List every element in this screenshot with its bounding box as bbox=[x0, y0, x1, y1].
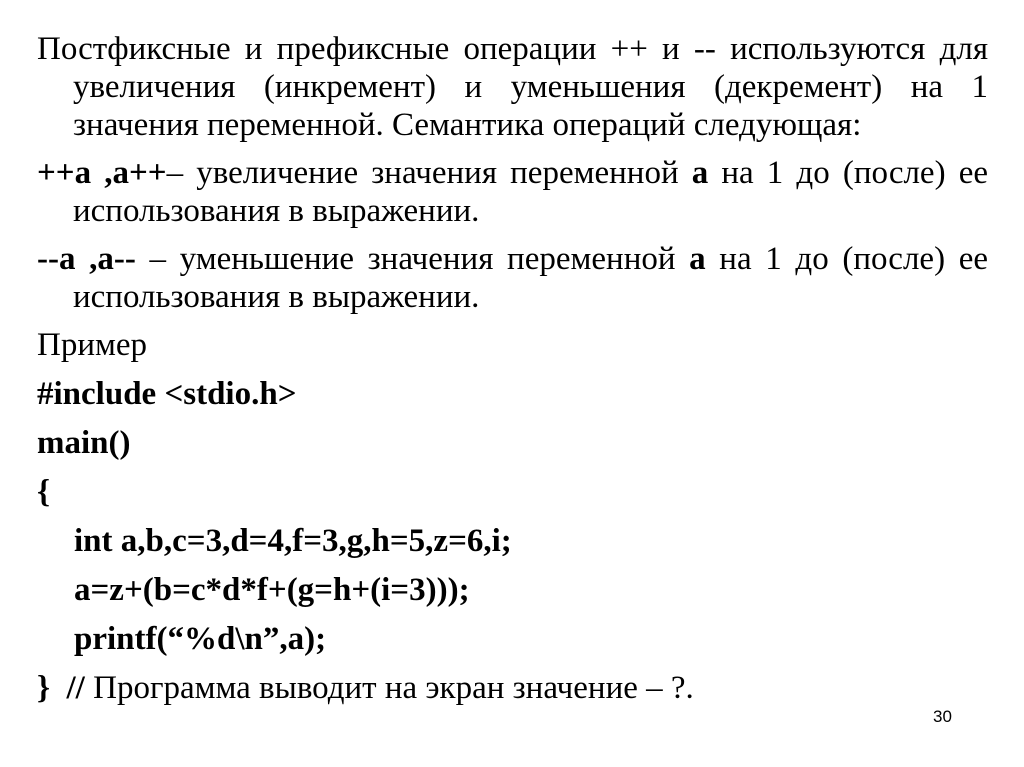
decrement-variable: a bbox=[689, 241, 706, 277]
code-comment-text: Программа выводит на экран значение – ?. bbox=[84, 670, 694, 706]
code-closing-line bbox=[37, 669, 988, 707]
increment-text-before: увеличение значения переменной bbox=[183, 155, 692, 191]
code-assignment-line: a=z+(b=c*d*f+(g=h+(i=3))); bbox=[74, 572, 470, 608]
increment-operators: ++a ,a++ bbox=[37, 155, 167, 191]
code-main-line: main() bbox=[37, 425, 131, 461]
decrement-text-before: уменьшение значения переменной bbox=[166, 241, 690, 277]
page-number: 30 bbox=[933, 707, 952, 726]
example-label: Пример bbox=[37, 327, 148, 363]
increment-dash: – bbox=[166, 155, 184, 191]
increment-paragraph bbox=[37, 154, 988, 230]
decrement-dash: – bbox=[135, 241, 167, 277]
decrement-paragraph bbox=[37, 240, 988, 316]
increment-variable: a bbox=[691, 155, 709, 191]
slide-content bbox=[37, 30, 988, 718]
code-open-brace: { bbox=[37, 474, 51, 510]
code-comment-mark: // bbox=[66, 670, 85, 706]
decrement-operators: --a ,a-- bbox=[37, 241, 136, 277]
increment-text-after: на 1 до (после) ее использования в выражении. bbox=[73, 155, 988, 229]
intro-paragraph: Постфиксные и префиксные операции ++ и -- используются для увеличения (инкремент) и уменьшения (декремент) на 1 значения переменной. Семантика операций следующая: bbox=[37, 31, 988, 143]
decrement-text-after: на 1 до (после) ее использования в выражении. bbox=[73, 241, 988, 315]
code-declaration-line: int a,b,c=3,d=4,f=3,g,h=5,z=6,i; bbox=[74, 523, 512, 559]
code-printf-line: printf(“%d\n”,a); bbox=[74, 621, 327, 657]
code-close-brace: } bbox=[37, 670, 51, 706]
code-include-line: #include <stdio.h> bbox=[37, 376, 297, 412]
